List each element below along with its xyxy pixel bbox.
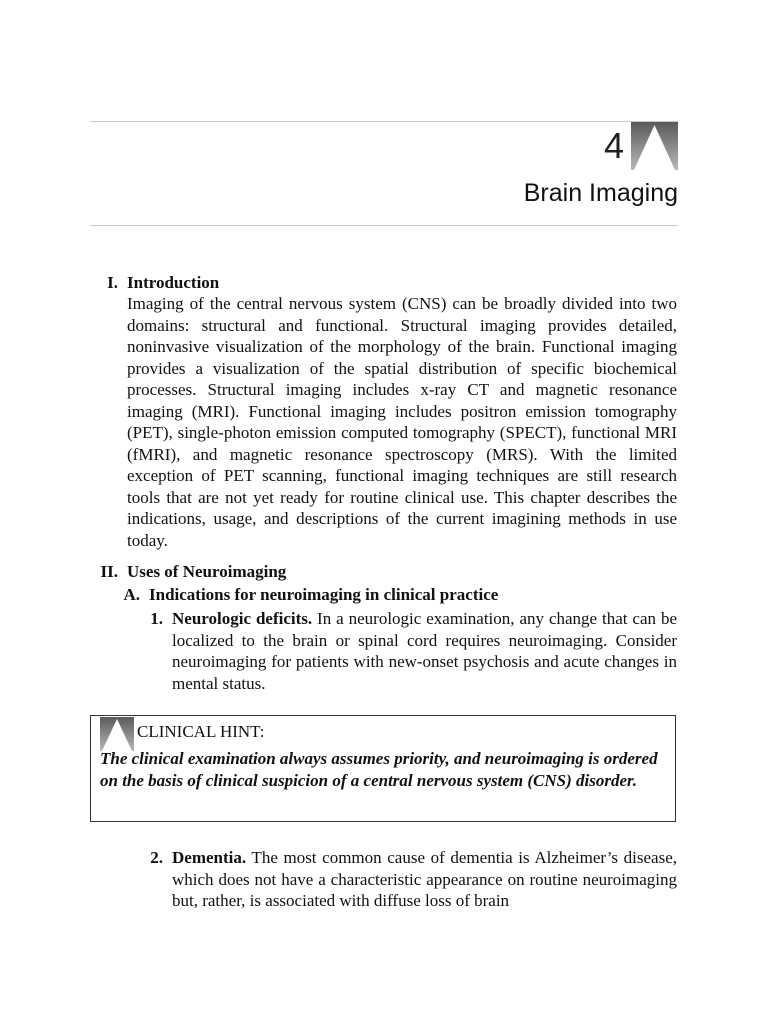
section-heading-uses: Uses of Neuroimaging xyxy=(127,562,287,581)
bottom-rule xyxy=(90,225,678,226)
section-numeral: I. xyxy=(107,273,118,292)
list-item-lead: Dementia. xyxy=(172,848,247,867)
section-numeral: II. xyxy=(100,562,118,581)
subsection-heading-indications: Indications for neuroimaging in clinical practice xyxy=(149,585,499,604)
list-item-number: 2. xyxy=(150,848,163,867)
clinical-hint-box xyxy=(90,715,676,822)
list-item-dementia xyxy=(172,847,677,912)
subsection-letter: A. xyxy=(123,585,140,604)
chapter-triangle-icon xyxy=(631,122,678,170)
hint-triangle-icon xyxy=(100,717,134,751)
list-item-number: 1. xyxy=(150,609,163,628)
list-item-lead: Neurologic deficits. xyxy=(172,609,313,628)
section-heading-introduction: Introduction xyxy=(127,273,220,292)
clinical-hint-text: The clinical examination always assumes priority, and neuroimaging is ordered on the basis of clinical suspicion of a central nervous system (CNS) disorder. xyxy=(100,749,658,790)
list-item-neurologic-deficits xyxy=(172,608,677,694)
introduction-paragraph: Imaging of the central nervous system (CNS) can be broadly divided into two domains: structural and functional. Structural imaging provides detailed, noninvasive visualization of the morphology of the brain. Functional imaging provides a visualization of the spatial distribution of specific biochemical processes. Structural imaging includes x-ray CT and magnetic resonance imaging (MRI). Functional imaging includes positron emission tomography (PET), single-photon emission computed tomography (SPECT), functional MRI (fMRI), and magnetic resonance spectroscopy (MRS). With the limited exception of PET scanning, functional imaging techniques are still research tools that are not yet ready for routine clinical use. This chapter describes the indications, usage, and descriptions of the current imagining methods in use today. xyxy=(127,294,677,550)
list-item-text: The most common cause of dementia is Alzheimer’s disease, which does not have a characteristic appearance on routine neuroimaging but, rather, is associated with diffuse loss of brain xyxy=(172,848,677,910)
chapter-title: Brain Imaging xyxy=(523,179,678,207)
chapter-number: 4 xyxy=(603,125,624,166)
top-rule xyxy=(90,121,678,122)
clinical-hint-label: CLINICAL HINT: xyxy=(137,722,265,741)
list-item-text: In a neurologic examination, any change that can be localized to the brain or spinal cord requires neuroimaging. Consider neuroimaging for patients with new-onset psychosis and acute changes in mental status. xyxy=(172,609,677,693)
